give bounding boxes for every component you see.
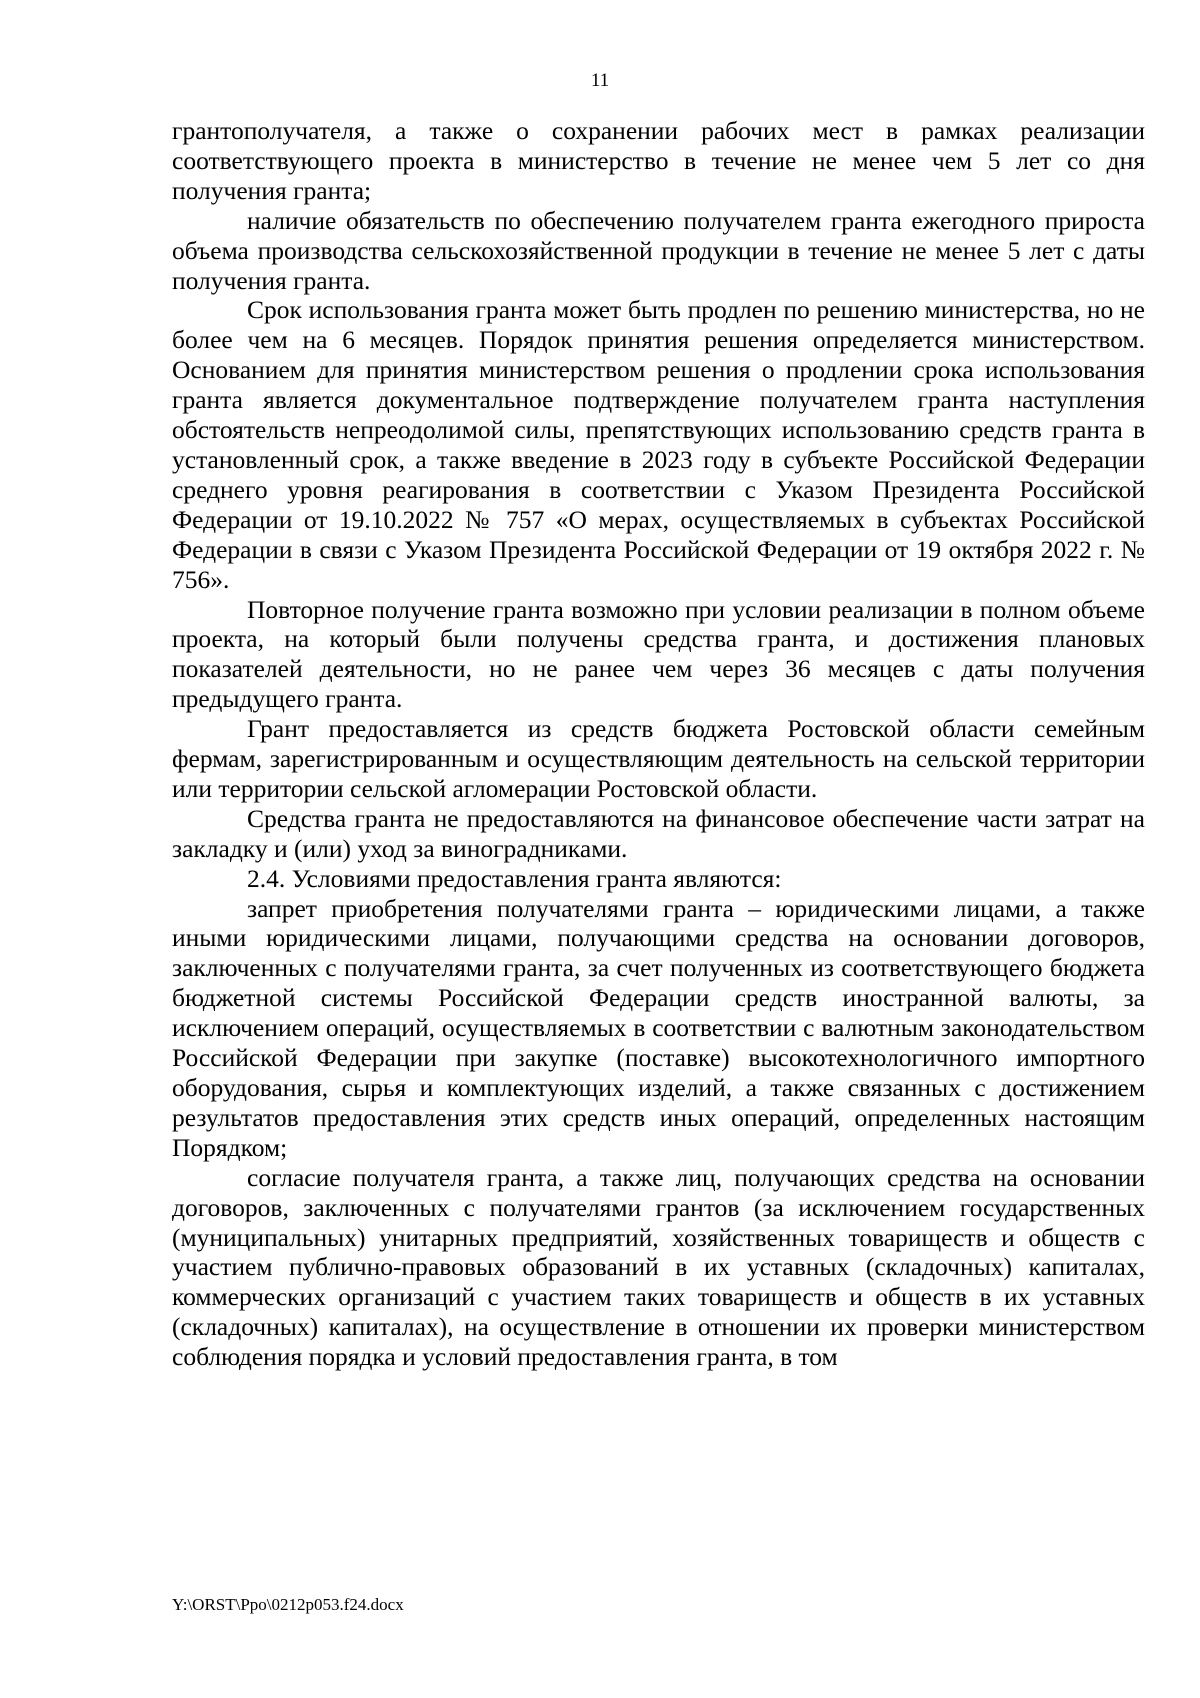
document-body: [172, 116, 1145, 1372]
paragraph: наличие обязательств по обеспечению получателем гранта ежегодного прироста объема производства сельскохозяйственной продукции в течение не менее 5 лет с даты получения гранта.: [172, 205, 1145, 295]
page-number: 11: [590, 70, 610, 91]
paragraph: согласие получателя гранта, а также лиц, получающих средства на основании договоров, заключенных с получателями грантов (за исключением государственных (муниципальных) унитарных предприятий, хозяйственных товариществ и обществ с участием публично-правовых образований в их уставных (складочных) капиталах, коммерческих организаций с участием таких товариществ и обществ в их уставных (складочных) капиталах), на осуществление в отношении их проверки министерством соблюдения порядка и условий предоставления гранта, в том: [172, 1162, 1145, 1372]
paragraph: Повторное получение гранта возможно при условии реализации в полном объеме проекта, на который были получены средства гранта, и достижения плановых показателей деятельности, но не ранее чем через 36 месяцев с даты получения предыдущего гранта.: [172, 594, 1145, 714]
paragraph: 2.4. Условиями предоставления гранта являются:: [247, 863, 782, 893]
paragraph: запрет приобретения получателями гранта – юридическими лицами, а также иными юридическими лицами, получающими средства на основании договоров, заключенных с получателями гранта, за счет полученных из соответствующего бюджета бюджетной системы Российской Федерации средств иностранной валюты, за исключением операций, осуществляемых в соответствии с валютным законодательством Российской Федерации при закупке (поставке) высокотехнологичного импортного оборудования, сырья и комплектующих изделий, а также связанных с достижением результатов предоставления этих средств иных операций, определенных настоящим Порядком;: [172, 893, 1145, 1162]
footer-file-path: Y:\ORST\Ppo\0212p053.f24.docx: [172, 1595, 404, 1614]
paragraph: Средства гранта не предоставляются на финансовое обеспечение части затрат на закладку и (или) уход за виноградниками.: [172, 803, 1145, 863]
paragraph: Грант предоставляется из средств бюджета Ростовской области семейным фермам, зарегистрированным и осуществляющим деятельность на сельской территории или территории сельской агломерации Ростовской области.: [172, 714, 1145, 803]
paragraph: Срок использования гранта может быть продлен по решению министерства, но не более чем на 6 месяцев. Порядок принятия решения определяется министерством. Основанием для принятия министерством решения о продлении срока использования гранта является документальное подтверждение получателем гранта наступления обстоятельств непреодолимой силы, препятствующих использованию средств гранта в установленный срок, а также введение в 2023 году в субъекте Российской Федерации среднего уровня реагирования в соответствии с Указом Президента Российской Федерации от 19.10.2022 № 757 «О мерах, осуществляемых в субъектах Российской Федерации в связи с Указом Президента Российской Федерации от 19 октября 2022 г. № 756».: [172, 295, 1145, 594]
paragraph: грантополучателя, а также о сохранении рабочих мест в рамках реализации соответствующего проекта в министерство в течение не менее чем 5 лет со дня получения гранта;: [172, 116, 1145, 205]
